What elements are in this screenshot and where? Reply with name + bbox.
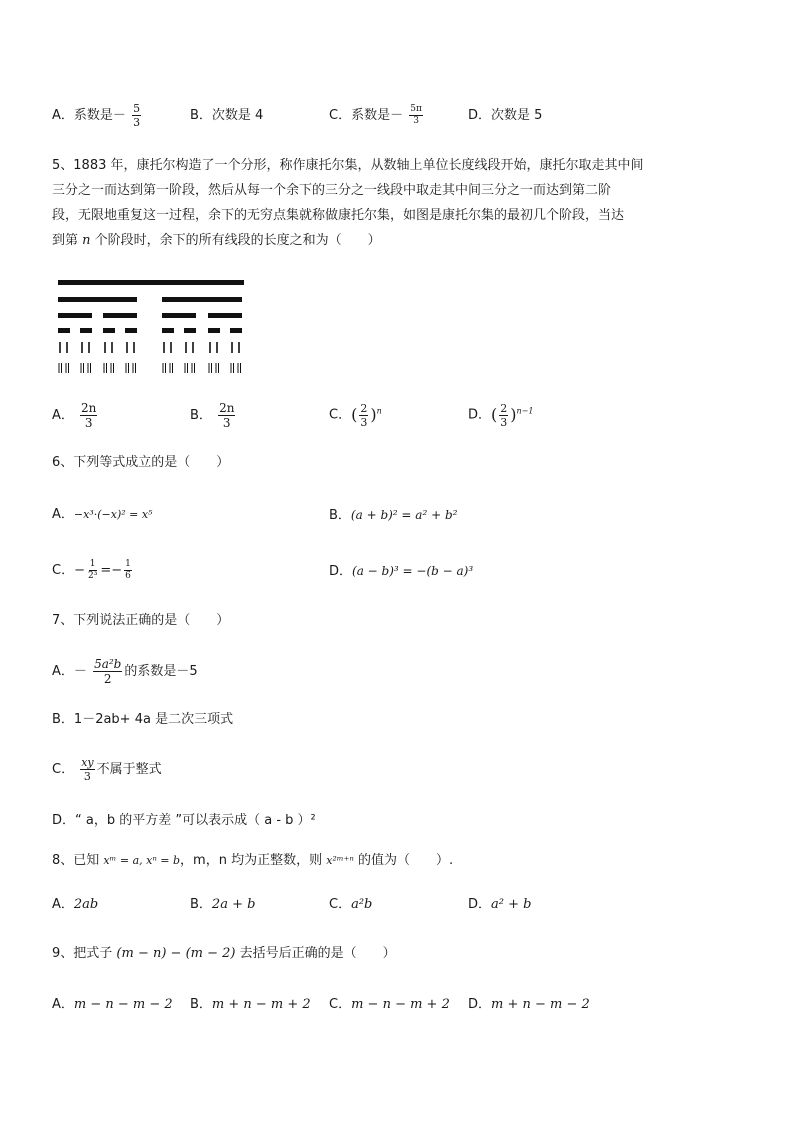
q8-stem: 8、已知 xᵐ = a, xⁿ = b，m，n 均为正整数，则 x²ᵐ⁺ⁿ 的值为（ ）.	[52, 853, 454, 868]
q4-option-c[interactable]: C．系数是－ $\frac{5\pi}{3}$	[329, 104, 422, 126]
q7-option-b[interactable]: B．1－2ab+ 4a 是二次三项式	[52, 712, 234, 727]
q6-stem: 6、下列等式成立的是（ ）	[52, 455, 230, 470]
fraction: $\frac{5\pi}{3}$	[410, 104, 422, 126]
fraction: $\frac{2n}{3}$	[219, 401, 235, 430]
q5-line-2: 三分之一而达到第一阶段，然后从每一个余下的三分之一线段中取走其中间三分之一而达到第二阶	[52, 183, 612, 198]
cantor-stage-2	[58, 313, 242, 318]
q4-option-a[interactable]: A．系数是－ $\frac{5}{3}$	[52, 102, 141, 129]
q6-option-c[interactable]: C．− $\frac{1}{\text{2³}}$ =− $\frac{1}{6}$	[52, 559, 131, 581]
q7-option-a[interactable]: A．－ $\frac{\text{5a²b}}{2}$ 的系数是－5	[52, 657, 198, 686]
q7-stem: 7、下列说法正确的是（ ）	[52, 613, 230, 628]
fraction: $\frac{2n}{3}$	[81, 401, 97, 430]
q9-option-a[interactable]: A．m − n − m − 2	[52, 997, 173, 1012]
q8-option-b[interactable]: B．2a + b	[190, 897, 256, 912]
q6-option-d[interactable]: D．(a − b)³ = −(b − a)³	[329, 564, 474, 579]
q4-option-d[interactable]: D．次数是 5	[468, 108, 543, 123]
fraction: $\frac{1}{\text{2³}}$	[87, 559, 98, 581]
q9-option-d[interactable]: D．m + n − m − 2	[468, 997, 590, 1012]
q8-option-c[interactable]: C．a²b	[329, 897, 373, 912]
q5-line-4: 到第 n 个阶段时，余下的所有线段的长度之和为（ ）	[52, 233, 381, 248]
fraction: $\frac{2}{3}$	[500, 401, 508, 429]
q5-option-c[interactable]: C．( $\frac{2}{3}$ )$^n$	[329, 401, 382, 429]
q7-option-c[interactable]: C． $\frac{xy}{3}$ 不属于整式	[52, 756, 162, 783]
cantor-set-figure	[56, 276, 246, 376]
fraction: $\frac{2}{3}$	[360, 401, 368, 429]
q6-option-a[interactable]: A．−x³·(−x)² = x⁵	[52, 507, 153, 522]
q5-option-a[interactable]: A． $\frac{2n}{3}$	[52, 401, 97, 430]
q6-option-b[interactable]: B．(a + b)² = a² + b²	[329, 508, 458, 523]
fraction: $\frac{xy}{3}$	[81, 756, 94, 783]
fraction: $\frac{5}{3}$	[133, 102, 141, 129]
fraction: $\frac{\text{5a²b}}{2}$	[94, 657, 122, 686]
q4-option-b[interactable]: B．次数是 4	[190, 108, 264, 123]
q5-stem	[52, 153, 742, 253]
cantor-stage-4	[60, 342, 239, 353]
q9-option-c[interactable]: C．m − n − m + 2	[329, 997, 450, 1012]
q5-option-b[interactable]: B． $\frac{2n}{3}$	[190, 401, 235, 430]
q8-option-d[interactable]: D．a² + b	[468, 897, 532, 912]
q8-option-a[interactable]: A．2ab	[52, 897, 99, 912]
q9-stem: 9、把式子 (m − n) − (m − 2) 去括号后正确的是（ ）	[52, 946, 396, 961]
cantor-stage-3	[58, 328, 242, 333]
q5-line-1: 5、1883 年，康托尔构造了一个分形，称作康托尔集，从数轴上单位长度线段开始，康托尔取走其中间	[52, 158, 644, 173]
q5-option-d[interactable]: D．( $\frac{2}{3}$ )$^{n-1}$	[468, 401, 534, 429]
q7-option-d[interactable]: D．“ a，b 的平方差 ”可以表示成（ a - b ）²	[52, 813, 316, 828]
cantor-stage-5	[59, 363, 241, 373]
cantor-stage-1	[58, 297, 242, 302]
q5-options	[52, 402, 754, 432]
fraction: $\frac{1}{6}$	[125, 559, 131, 581]
q9-option-b[interactable]: B．m + n − m + 2	[190, 997, 311, 1012]
cantor-stage-0	[58, 280, 244, 285]
q5-line-3: 段，无限地重复这一过程，余下的无穷点集就称做康托尔集，如图是康托尔集的最初几个阶段，当达	[52, 208, 625, 223]
